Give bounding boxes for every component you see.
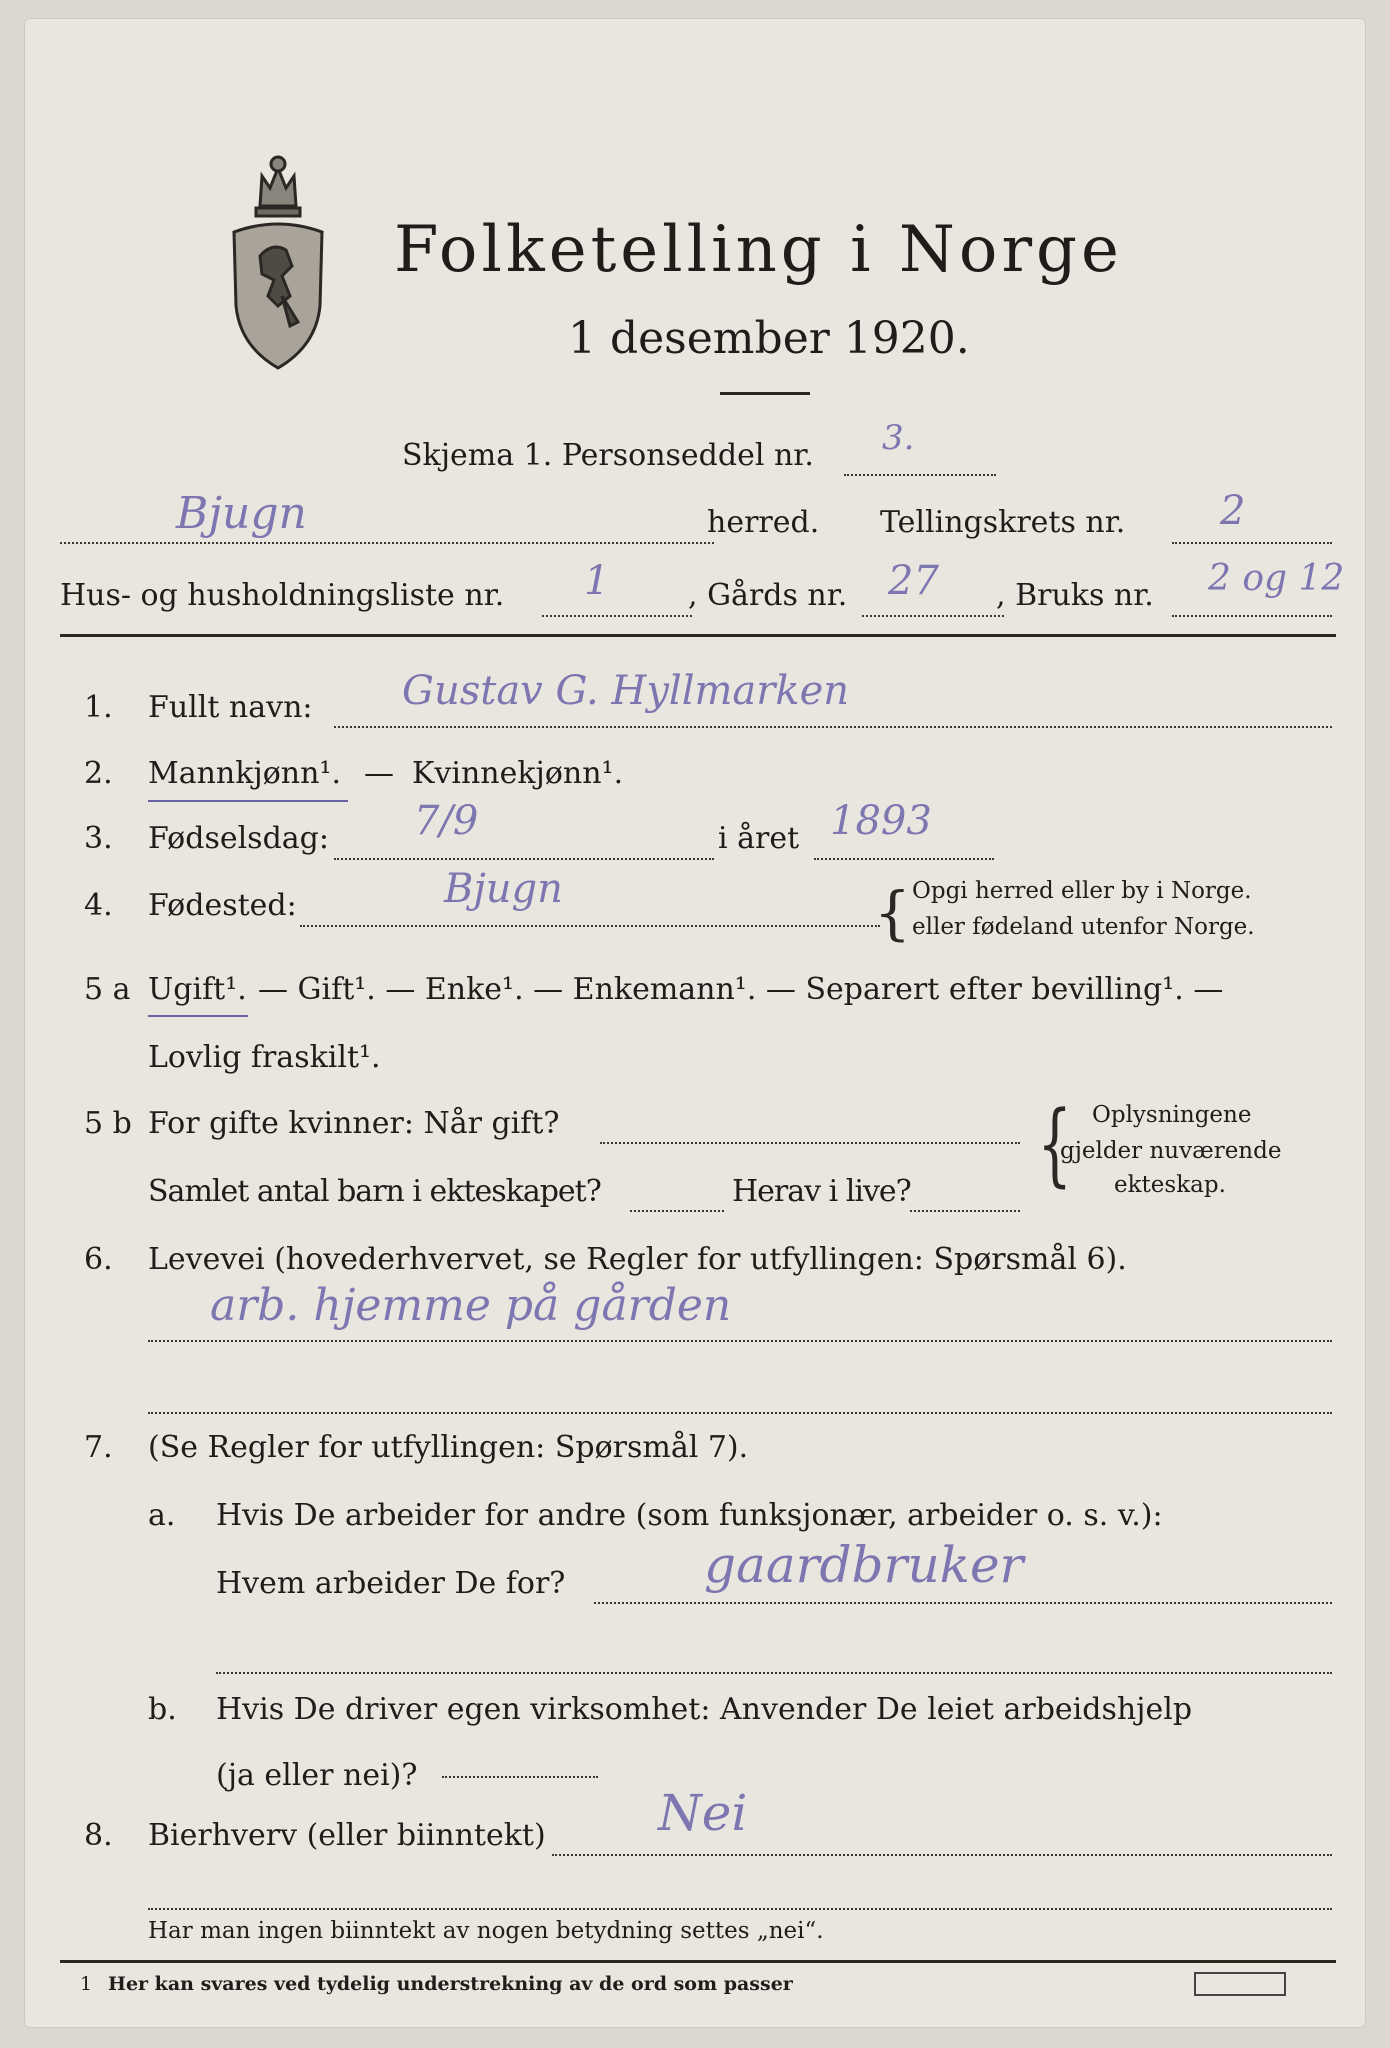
q4-label: Fødested:: [148, 888, 297, 923]
q6-label: Levevei (hovederhvervet, se Regler for utfyllingen: Spørsmål 6).: [148, 1242, 1127, 1277]
q2-female[interactable]: Kvinnekjønn¹.: [412, 756, 624, 791]
q8-number: 8.: [84, 1818, 113, 1853]
q5b-note-2: gjelder nuværende: [1060, 1138, 1282, 1164]
q7a-who-label: Hvem arbeider De for?: [216, 1566, 566, 1601]
q4-note-1: Opgi herred eller by i Norge.: [912, 878, 1252, 904]
herred-label: herred.: [707, 505, 820, 540]
personseddel-value: 3.: [882, 418, 915, 458]
printer-stamp-icon: [1194, 1972, 1286, 1996]
q8-line: [552, 1854, 1332, 1856]
q6-line-2: [148, 1412, 1332, 1414]
q7a-label: Hvis De arbeider for andre (som funksjonær, arbeider o. s. v.):: [216, 1498, 1163, 1533]
q5b-note-1: Oplysningene: [1092, 1102, 1252, 1128]
q3-number: 3.: [84, 821, 113, 856]
q6-line-1: [148, 1340, 1332, 1342]
q5b-brace: {: [1037, 1092, 1072, 1197]
footer-rule: [60, 1960, 1336, 1963]
q8-line-2: [148, 1908, 1332, 1910]
q5b-when-line: [600, 1142, 1020, 1144]
q4-line: [300, 925, 880, 927]
q5b-alive-line: [910, 1210, 1020, 1212]
bruks-line: [1172, 615, 1332, 617]
tellingskrets-label: Tellingskrets nr.: [880, 505, 1126, 540]
q8-value: Nei: [658, 1784, 748, 1842]
q4-value: Bjugn: [444, 866, 563, 912]
tellingskrets-line: [1172, 542, 1332, 544]
gards-value: 27: [888, 558, 939, 604]
q3-label: Fødselsdag:: [148, 821, 329, 856]
q4-number: 4.: [84, 888, 113, 923]
q5b-label: For gifte kvinner: Når gift?: [148, 1106, 560, 1141]
q6-number: 6.: [84, 1242, 113, 1277]
q5a-line-2[interactable]: Lovlig fraskilt¹.: [148, 1040, 381, 1075]
q7a-letter: a.: [148, 1498, 176, 1533]
q6-value: arb. hjemme på gården: [210, 1280, 732, 1331]
page-subtitle: 1 desember 1920.: [568, 313, 970, 364]
gards-line: [862, 615, 1004, 617]
q2-male-underline: [148, 800, 348, 802]
q7b-line-2: (ja eller nei)?: [216, 1758, 418, 1793]
q5a-ugift-underline: [148, 1015, 248, 1017]
hus-line: [542, 615, 692, 617]
q3-year-line: [814, 858, 994, 860]
norwegian-coat-of-arms-icon: [220, 146, 336, 374]
q3-value: 7/9: [414, 798, 479, 844]
q7b-answer-line: [442, 1776, 598, 1778]
q5b-children-line: [630, 1210, 724, 1212]
bruks-value: 2 og 12: [1208, 558, 1345, 599]
q7-number: 7.: [84, 1430, 113, 1465]
q5b-note-3: ekteskap.: [1114, 1172, 1226, 1198]
q3-line: [334, 858, 714, 860]
q5a-ugift[interactable]: Ugift¹.: [148, 972, 247, 1007]
q5a-options[interactable]: — Gift¹. — Enke¹. — Enkemann¹. — Separert efter bevilling¹. —: [258, 972, 1224, 1007]
q3-year-label: i året: [718, 821, 800, 856]
q2-separator: —: [364, 756, 394, 791]
bruks-label: , Bruks nr.: [996, 578, 1154, 613]
title-divider: [720, 392, 810, 395]
q8-label: Bierhverv (eller biinntekt): [148, 1818, 546, 1853]
q7a-line: [594, 1602, 1332, 1604]
q5b-number: 5 b: [84, 1106, 132, 1141]
hus-label: Hus- og husholdningsliste nr.: [60, 578, 505, 613]
q7b-letter: b.: [148, 1692, 177, 1727]
herred-line: [60, 542, 714, 544]
q2-male[interactable]: Mannkjønn¹.: [148, 756, 341, 791]
q2-number: 2.: [84, 756, 113, 791]
page-title: Folketelling i Norge: [394, 213, 1123, 287]
q7-label: (Se Regler for utfyllingen: Spørsmål 7).: [148, 1430, 749, 1465]
header-rule: [60, 634, 1336, 637]
q1-number: 1.: [84, 690, 113, 725]
gards-label: , Gårds nr.: [688, 578, 848, 613]
q7b-label: Hvis De driver egen virksomhet: Anvender De leiet arbeidshjelp: [216, 1692, 1193, 1727]
footnote-text: Her kan svares ved tydelig understrekning av de ord som passer: [108, 1973, 793, 1995]
hus-value: 1: [584, 558, 610, 604]
tellingskrets-value: 2: [1220, 488, 1246, 534]
q1-label: Fullt navn:: [148, 690, 313, 725]
q1-line: [334, 726, 1332, 728]
q1-value: Gustav G. Hyllmarken: [402, 668, 850, 714]
q5a-number: 5 a: [84, 972, 131, 1007]
q5b-children-label: Samlet antal barn i ekteskapet?: [148, 1174, 601, 1209]
census-form: [24, 18, 1366, 2028]
q7a-value: gaardbruker: [704, 1536, 1024, 1594]
herred-value: Bjugn: [176, 488, 307, 539]
personseddel-line: [844, 474, 996, 476]
q7a-line-2: [216, 1672, 1332, 1674]
note-text: Har man ingen biinntekt av nogen betydning settes „nei“.: [148, 1918, 824, 1944]
skjema-label: Skjema 1. Personseddel nr.: [402, 438, 814, 473]
q3-year-value: 1893: [830, 798, 932, 844]
q4-brace: {: [874, 879, 911, 947]
footnote-number: 1: [80, 1973, 93, 1995]
q4-note-2: eller fødeland utenfor Norge.: [912, 914, 1255, 940]
q5b-alive-label: Herav i live?: [732, 1174, 911, 1209]
